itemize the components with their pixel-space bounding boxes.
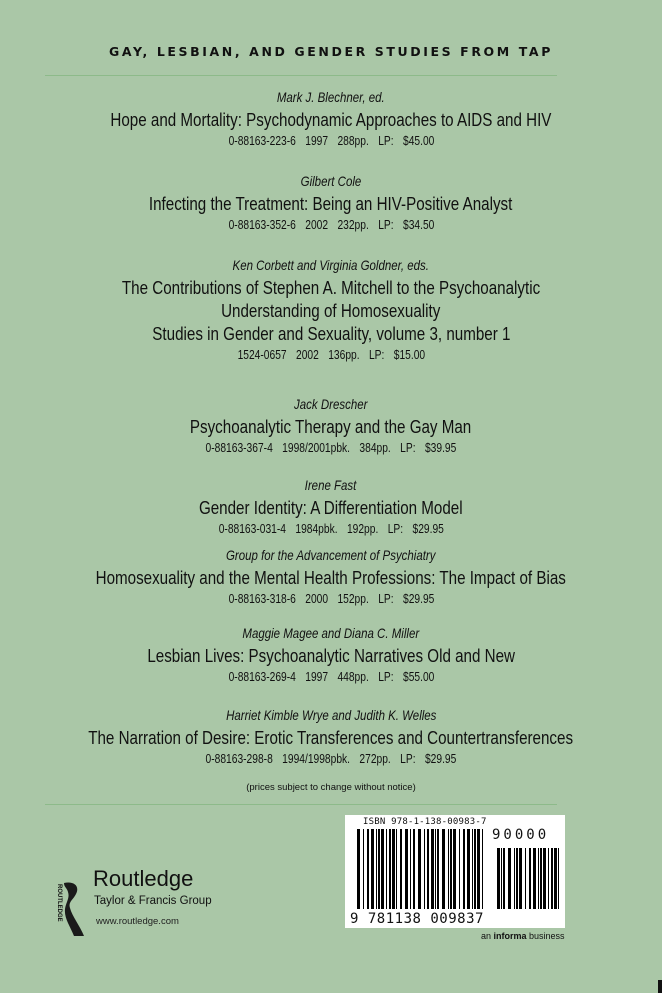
barcode-bar bbox=[474, 829, 476, 909]
book-author-text: Irene Fast bbox=[305, 477, 357, 493]
barcode-bar bbox=[400, 829, 402, 909]
svg-text:ROUTLEDGE: ROUTLEDGE bbox=[56, 884, 62, 922]
book-author bbox=[0, 544, 662, 566]
book-title-text: Lesbian Lives: Psychoanalytic Narratives Old and New bbox=[147, 645, 515, 666]
book-title bbox=[0, 566, 662, 589]
book-author bbox=[0, 86, 662, 108]
book-entry bbox=[0, 474, 662, 539]
book-author bbox=[0, 393, 662, 415]
book-entry bbox=[0, 170, 662, 235]
informa-prefix: an bbox=[481, 931, 494, 941]
book-details bbox=[0, 438, 662, 458]
book-title bbox=[0, 299, 662, 322]
book-details-text: 0-88163-298-8 1994/1998pbk. 272pp. LP: $29.95 bbox=[205, 752, 457, 766]
book-entry bbox=[0, 393, 662, 458]
barcode-bar bbox=[357, 829, 360, 909]
barcode-bar bbox=[503, 848, 505, 909]
barcode-bar bbox=[482, 829, 483, 909]
book-details-text: 0-88163-223-6 1997 288pp. LP: $45.00 bbox=[228, 134, 434, 148]
book-author-text: Harriet Kimble Wrye and Judith K. Welles bbox=[225, 707, 437, 723]
barcode-bar bbox=[540, 848, 542, 909]
book-entry bbox=[0, 544, 662, 609]
barcode-bar bbox=[497, 848, 500, 909]
publisher-group: Taylor & Francis Group bbox=[94, 895, 212, 907]
series-heading: GAY, LESBIAN, AND GENDER STUDIES FROM TAP bbox=[109, 44, 553, 59]
barcode-bar bbox=[516, 848, 518, 909]
book-entry bbox=[0, 254, 662, 365]
informa-tagline bbox=[481, 931, 565, 941]
barcode-bar bbox=[396, 829, 397, 909]
barcode-bar bbox=[459, 829, 460, 909]
book-author-text: Mark J. Blechner, ed. bbox=[277, 89, 385, 105]
book-title-text: Studies in Gender and Sexuality, volume 3, number 1 bbox=[151, 323, 511, 344]
book-details bbox=[0, 215, 662, 235]
publisher-name: Routledge bbox=[93, 866, 194, 891]
book-title bbox=[0, 322, 662, 345]
barcode-bar bbox=[378, 829, 380, 909]
book-title-text: Psychoanalytic Therapy and the Gay Man bbox=[190, 416, 472, 437]
barcode-bar bbox=[367, 829, 369, 909]
barcode-bar bbox=[424, 829, 425, 909]
barcode-bar bbox=[554, 848, 557, 909]
book-details bbox=[0, 131, 662, 151]
divider-top bbox=[45, 75, 557, 76]
barcode-bar bbox=[389, 829, 391, 909]
book-title bbox=[0, 192, 662, 215]
barcode-bar bbox=[463, 829, 465, 909]
book-details bbox=[0, 667, 662, 687]
book-author bbox=[0, 622, 662, 644]
book-details-text: 0-88163-269-4 1997 448pp. LP: $55.00 bbox=[228, 670, 434, 684]
informa-brand: informa bbox=[493, 931, 527, 941]
book-details-text: 0-88163-367-4 1998/2001pbk. 384pp. LP: $39.95 bbox=[205, 441, 457, 455]
barcode-bar bbox=[514, 848, 515, 909]
barcode-bar bbox=[448, 829, 449, 909]
book-details bbox=[0, 749, 662, 769]
isbn-number: 9 781138 009837 bbox=[350, 911, 484, 927]
page-edge-mark bbox=[658, 980, 662, 993]
book-title-text: The Narration of Desire: Erotic Transferences and Countertransferences bbox=[88, 727, 574, 748]
barcode-bar bbox=[392, 829, 395, 909]
price-note: (prices subject to change without notice) bbox=[246, 782, 416, 793]
book-details-text: 1524-0657 2002 136pp. LP: $15.00 bbox=[237, 348, 425, 362]
book-author bbox=[0, 254, 662, 276]
routledge-logo-icon bbox=[52, 882, 88, 947]
book-author-text: Jack Drescher bbox=[294, 396, 368, 412]
book-author-text: Ken Corbett and Virginia Goldner, eds. bbox=[232, 257, 430, 273]
barcode-bar bbox=[472, 829, 473, 909]
book-title bbox=[0, 644, 662, 667]
barcode-bar bbox=[467, 829, 470, 909]
book-title-text: Infecting the Treatment: Being an HIV-Positive Analyst bbox=[149, 193, 513, 214]
barcode-bar bbox=[442, 829, 445, 909]
barcode-bar bbox=[371, 829, 374, 909]
book-author-text: Group for the Advancement of Psychiatry bbox=[226, 547, 436, 563]
barcode-bar bbox=[558, 848, 559, 909]
barcode-bar bbox=[410, 829, 411, 909]
barcode-bar bbox=[418, 829, 421, 909]
barcode-bar bbox=[508, 848, 511, 909]
book-author-text: Gilbert Cole bbox=[300, 173, 362, 189]
barcode-bar bbox=[413, 829, 415, 909]
book-title-text: Understanding of Homosexuality bbox=[221, 300, 441, 321]
informa-suffix: business bbox=[526, 931, 565, 941]
book-entry bbox=[0, 86, 662, 151]
barcode-bar bbox=[363, 829, 364, 909]
divider-bottom bbox=[45, 804, 557, 805]
barcode-bar bbox=[431, 829, 434, 909]
isbn-barcode bbox=[345, 815, 565, 928]
book-title-text: Homosexuality and the Mental Health Professions: The Impact of Bias bbox=[95, 567, 567, 588]
barcode-bar bbox=[453, 829, 456, 909]
price-code: 90000 bbox=[492, 827, 550, 843]
book-details-text: 0-88163-318-6 2000 152pp. LP: $29.95 bbox=[228, 592, 434, 606]
book-entry bbox=[0, 704, 662, 769]
barcode-bar bbox=[427, 829, 429, 909]
barcode-bar bbox=[405, 829, 408, 909]
book-details bbox=[0, 345, 662, 365]
isbn-label: ISBN 978-1-138-00983-7 bbox=[363, 817, 487, 827]
book-author bbox=[0, 170, 662, 192]
barcode-bar bbox=[435, 829, 436, 909]
book-details bbox=[0, 589, 662, 609]
barcode-bar bbox=[386, 829, 387, 909]
book-details-text: 0-88163-352-6 2002 232pp. LP: $34.50 bbox=[228, 218, 434, 232]
barcode-bars-addon bbox=[497, 848, 563, 928]
book-title-text: The Contributions of Stephen A. Mitchell to the Psychoanalytic bbox=[121, 277, 541, 298]
barcode-bar bbox=[376, 829, 377, 909]
book-details bbox=[0, 519, 662, 539]
barcode-bars-main bbox=[357, 829, 487, 909]
book-entry bbox=[0, 622, 662, 687]
book-details-text: 0-88163-031-4 1984pbk. 192pp. LP: $29.95 bbox=[218, 522, 444, 536]
barcode-bar bbox=[477, 829, 480, 909]
book-title-text: Gender Identity: A Differentiation Model bbox=[199, 497, 463, 518]
book-title bbox=[0, 276, 662, 299]
book-title bbox=[0, 108, 662, 131]
barcode-bar bbox=[525, 848, 526, 909]
barcode-bar bbox=[450, 829, 452, 909]
barcode-bar bbox=[538, 848, 539, 909]
book-title-text: Hope and Mortality: Psychodynamic Approaches to AIDS and HIV bbox=[110, 109, 552, 130]
barcode-bar bbox=[519, 848, 522, 909]
book-title bbox=[0, 496, 662, 519]
book-title bbox=[0, 726, 662, 749]
book-author-text: Maggie Magee and Diana C. Miller bbox=[242, 625, 420, 641]
publisher-website: www.routledge.com bbox=[96, 916, 179, 927]
book-author bbox=[0, 474, 662, 496]
barcode-bar bbox=[533, 848, 536, 909]
barcode-bar bbox=[501, 848, 502, 909]
barcode-bar bbox=[529, 848, 531, 909]
barcode-bar bbox=[437, 829, 439, 909]
book-title bbox=[0, 415, 662, 438]
barcode-bar bbox=[381, 829, 384, 909]
barcode-bar bbox=[551, 848, 553, 909]
book-author bbox=[0, 704, 662, 726]
barcode-bar bbox=[543, 848, 546, 909]
barcode-bar bbox=[548, 848, 549, 909]
